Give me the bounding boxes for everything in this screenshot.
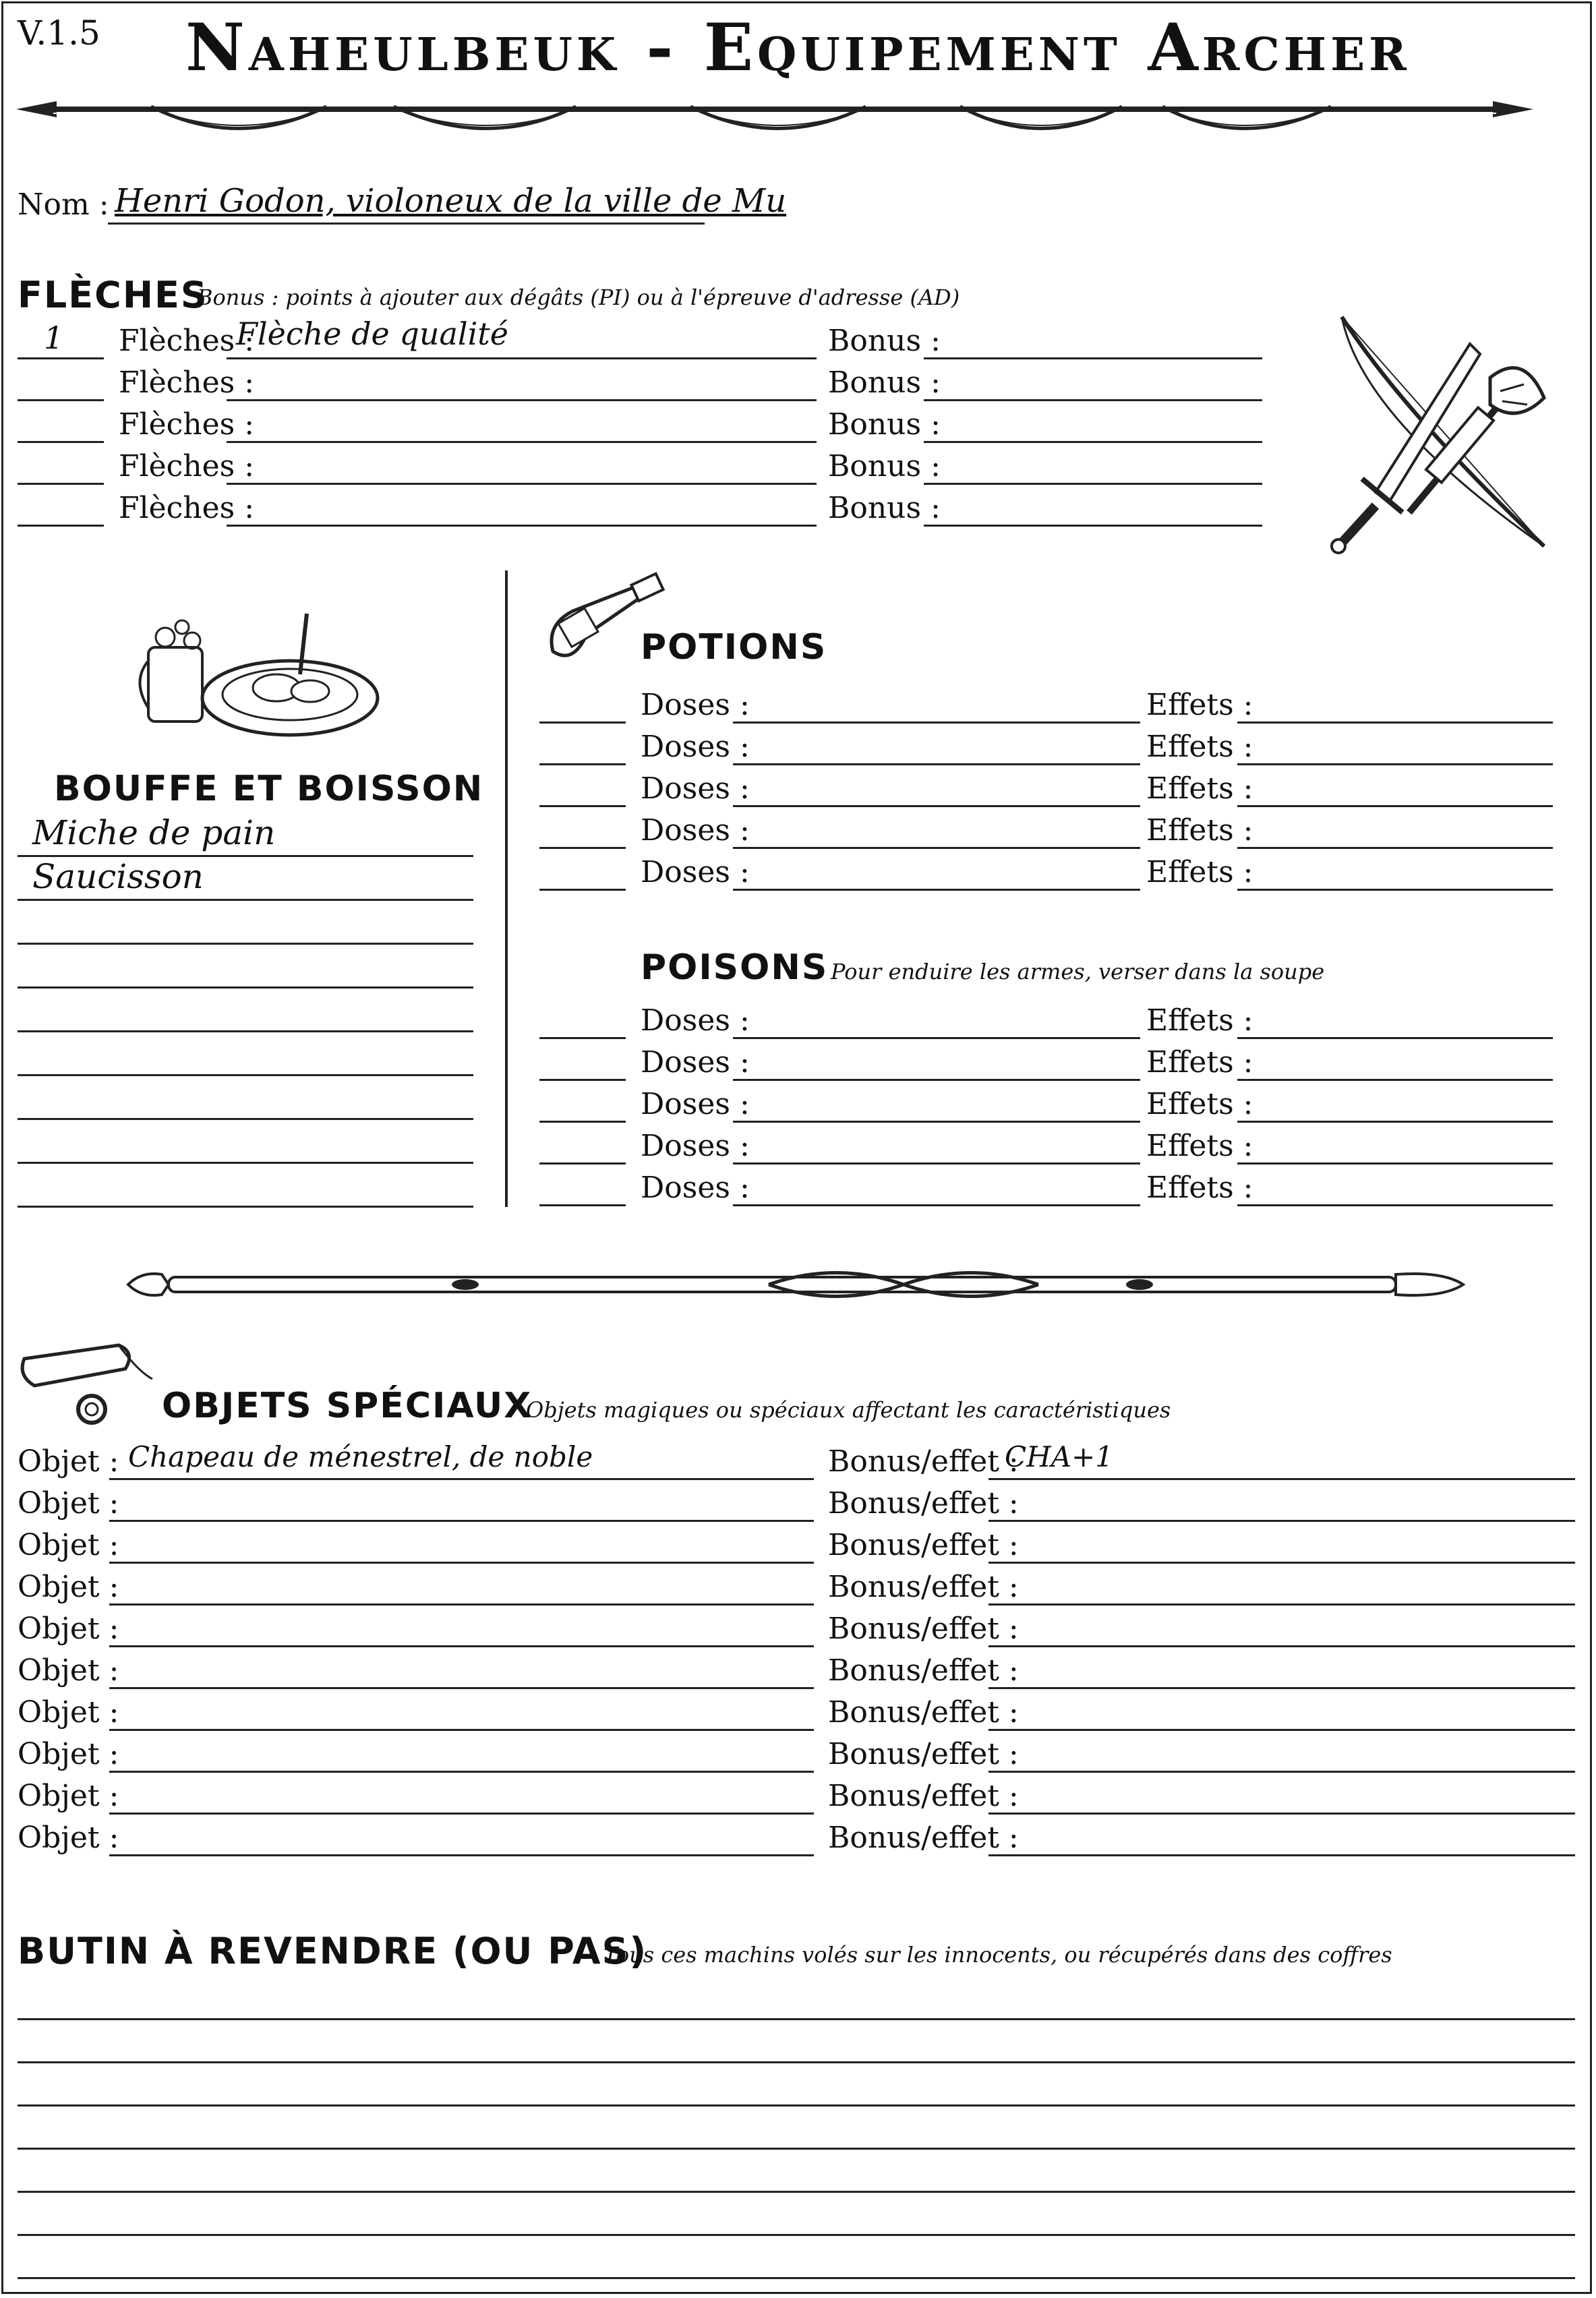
fleches-qty-line[interactable]: [18, 399, 104, 401]
fleches-qty-line[interactable]: [18, 357, 104, 359]
poisons-effets-label: Effets :: [1146, 1087, 1253, 1121]
objets-heading: OBJETS SPÉCIAUX: [162, 1386, 533, 1426]
objet-bonus-label: Bonus/effet :: [828, 1486, 1019, 1521]
bouffe-line[interactable]: [18, 1074, 473, 1076]
objet-name-line[interactable]: [109, 1645, 814, 1647]
objet-name-line[interactable]: [109, 1687, 814, 1689]
potions-doses-line[interactable]: [733, 847, 1140, 849]
objet-bonus-line[interactable]: [988, 1520, 1575, 1522]
spear-divider-icon: [16, 86, 1533, 147]
potions-effets-line[interactable]: [1237, 805, 1553, 807]
fleches-qty-line[interactable]: [18, 483, 104, 485]
poisons-qty-line[interactable]: [539, 1121, 626, 1123]
poisons-doses-label: Doses :: [641, 1171, 750, 1205]
objet-bonus-label: Bonus/effet :: [828, 1821, 1019, 1855]
objet-name-line[interactable]: [109, 1813, 814, 1815]
column-separator: [505, 570, 508, 1207]
objet-bonus-label: Bonus/effet :: [828, 1653, 1019, 1688]
poisons-doses-label: Doses :: [641, 1129, 750, 1163]
poisons-effets-label: Effets :: [1146, 1129, 1253, 1163]
objet-bonus-line[interactable]: [988, 1645, 1575, 1647]
fleches-bonus-line[interactable]: [924, 483, 1262, 485]
objet-row-label: Objet :: [18, 1528, 119, 1562]
fleches-qty-line[interactable]: [18, 441, 104, 443]
objet-bonus-label: Bonus/effet :: [828, 1528, 1019, 1562]
potions-doses-line[interactable]: [733, 889, 1140, 891]
objet-name-line[interactable]: [109, 1771, 814, 1773]
potions-effets-line[interactable]: [1237, 847, 1553, 849]
staff-divider-icon: [128, 1261, 1463, 1308]
potions-doses-label: Doses :: [641, 813, 750, 848]
potions-effets-label: Effets :: [1146, 730, 1253, 764]
poisons-effets-line[interactable]: [1237, 1079, 1553, 1081]
objet-name-line[interactable]: [109, 1562, 814, 1564]
page-title: Naheulbeuk - Equipement Archer: [185, 9, 1411, 86]
bouffe-line[interactable]: [18, 943, 473, 945]
bouffe-line[interactable]: [18, 1030, 473, 1032]
bouffe-line[interactable]: [18, 986, 473, 989]
potions-effets-label: Effets :: [1146, 771, 1253, 806]
fleches-row-label: Flèches :: [119, 491, 255, 525]
fleches-row-label: Flèches :: [119, 449, 255, 483]
fleches-bonus-label: Bonus :: [828, 324, 941, 358]
potions-effets-label: Effets :: [1146, 813, 1253, 848]
nom-label: Nom :: [18, 187, 109, 222]
objets-subtitle: Objets magiques ou spéciaux affectant les caractéristiques: [526, 1397, 1171, 1423]
objet-bonus-label: Bonus/effet :: [828, 1444, 1019, 1479]
poisons-effets-line[interactable]: [1237, 1162, 1553, 1165]
poisons-doses-line[interactable]: [733, 1079, 1140, 1081]
objet-row-label: Objet :: [18, 1612, 119, 1646]
fleches-name-line[interactable]: [227, 357, 817, 359]
poisons-effets-label: Effets :: [1146, 1171, 1253, 1205]
poisons-doses-label: Doses :: [641, 1045, 750, 1080]
potions-effets-label: Effets :: [1146, 688, 1253, 722]
butin-line[interactable]: [18, 2148, 1575, 2150]
crossed-weapons-icon: [1322, 310, 1564, 553]
fleches-bonus-line[interactable]: [924, 399, 1262, 401]
potions-qty-line[interactable]: [539, 889, 626, 891]
nom-line[interactable]: [108, 223, 705, 225]
poisons-doses-line[interactable]: [733, 1204, 1140, 1206]
objet-bonus-line[interactable]: [988, 1478, 1575, 1480]
objet-bonus-line[interactable]: [988, 1854, 1575, 1856]
poisons-doses-label: Doses :: [641, 1087, 750, 1121]
fleches-bonus-line[interactable]: [924, 357, 1262, 359]
potions-qty-line[interactable]: [539, 805, 626, 807]
fleches-heading: FLÈCHES: [18, 274, 208, 316]
bouffe-line[interactable]: [18, 1162, 473, 1164]
objet-bonus-line[interactable]: [988, 1729, 1575, 1731]
objet-row-label: Objet :: [18, 1779, 119, 1813]
potions-doses-label: Doses :: [641, 730, 750, 764]
potions-doses-label: Doses :: [641, 771, 750, 806]
fleches-name-value[interactable]: Flèche de qualité: [236, 316, 509, 352]
fleches-bonus-label: Bonus :: [828, 407, 941, 442]
fleches-bonus-label: Bonus :: [828, 449, 941, 483]
objet-bonus-label: Bonus/effet :: [828, 1695, 1019, 1730]
potions-qty-line[interactable]: [539, 847, 626, 849]
poisons-doses-line[interactable]: [733, 1037, 1140, 1039]
objet-bonus-line[interactable]: [988, 1562, 1575, 1564]
objet-row-label: Objet :: [18, 1821, 119, 1855]
bouffe-heading: BOUFFE ET BOISSON: [54, 769, 484, 809]
bouffe-item-value[interactable]: Miche de pain: [32, 813, 276, 852]
fleches-name-line[interactable]: [227, 483, 817, 485]
scroll-ring-icon: [18, 1338, 152, 1433]
poisons-qty-line[interactable]: [539, 1079, 626, 1081]
objet-row-label: Objet :: [18, 1737, 119, 1771]
objet-name-line[interactable]: [109, 1854, 814, 1856]
objet-bonus-label: Bonus/effet :: [828, 1612, 1019, 1646]
butin-subtitle: Tous ces machins volés sur les innocents, ou récupérés dans des coffres: [603, 1942, 1392, 1968]
fleches-bonus-label: Bonus :: [828, 491, 941, 525]
poisons-doses-line[interactable]: [733, 1121, 1140, 1123]
bouffe-line[interactable]: [18, 1118, 473, 1120]
fleches-bonus-line[interactable]: [924, 525, 1262, 527]
potions-effets-line[interactable]: [1237, 889, 1553, 891]
butin-line[interactable]: [18, 2061, 1575, 2063]
objet-bonus-line[interactable]: [988, 1603, 1575, 1605]
poisons-effets-line[interactable]: [1237, 1037, 1553, 1039]
butin-line[interactable]: [18, 2234, 1575, 2236]
objet-name-line[interactable]: [109, 1478, 814, 1480]
bouffe-item-value[interactable]: Saucisson: [32, 857, 204, 896]
poisons-effets-line[interactable]: [1237, 1121, 1553, 1123]
objet-bonus-label: Bonus/effet :: [828, 1779, 1019, 1813]
objet-bonus-line[interactable]: [988, 1687, 1575, 1689]
potions-effets-line[interactable]: [1237, 763, 1553, 765]
butin-line[interactable]: [18, 2104, 1575, 2106]
butin-line[interactable]: [18, 2277, 1575, 2279]
potions-doses-label: Doses :: [641, 688, 750, 722]
fleches-row-label: Flèches :: [119, 365, 255, 400]
bouffe-line[interactable]: [18, 899, 473, 901]
poisons-doses-line[interactable]: [733, 1162, 1140, 1165]
objet-bonus-label: Bonus/effet :: [828, 1570, 1019, 1604]
fleches-subtitle: Bonus : points à ajouter aux dégâts (PI) ou à l'épreuve d'adresse (AD): [197, 285, 960, 310]
potions-doses-label: Doses :: [641, 855, 750, 889]
fleches-name-line[interactable]: [227, 441, 817, 443]
poisons-effets-label: Effets :: [1146, 1003, 1253, 1038]
fleches-row-label: Flèches :: [119, 407, 255, 442]
potions-qty-line[interactable]: [539, 763, 626, 765]
poisons-qty-line[interactable]: [539, 1162, 626, 1165]
fleches-bonus-label: Bonus :: [828, 365, 941, 400]
version-label: V.1.5: [18, 13, 100, 53]
bouffe-line[interactable]: [18, 1206, 473, 1208]
poisons-subtitle: Pour enduire les armes, verser dans la soupe: [831, 959, 1325, 984]
objet-name-line[interactable]: [109, 1520, 814, 1522]
objet-bonus-label: Bonus/effet :: [828, 1737, 1019, 1771]
objet-name-value[interactable]: Chapeau de ménestrel, de noble: [128, 1440, 593, 1473]
fleches-qty-line[interactable]: [18, 525, 104, 527]
poisons-effets-line[interactable]: [1237, 1204, 1553, 1206]
poisons-doses-label: Doses :: [641, 1003, 750, 1038]
objet-name-line[interactable]: [109, 1729, 814, 1731]
potions-heading: POTIONS: [641, 627, 827, 668]
objet-row-label: Objet :: [18, 1444, 119, 1479]
objet-bonus-line[interactable]: [988, 1771, 1575, 1773]
butin-heading: BUTIN À REVENDRE (OU PAS): [18, 1930, 648, 1972]
objet-row-label: Objet :: [18, 1486, 119, 1521]
butin-line[interactable]: [18, 2018, 1575, 2020]
poisons-qty-line[interactable]: [539, 1037, 626, 1039]
fleches-name-line[interactable]: [227, 399, 817, 401]
poisons-heading: POISONS: [641, 947, 829, 988]
butin-line[interactable]: [18, 2191, 1575, 2193]
food-plate-icon: [135, 607, 378, 742]
poisons-qty-line[interactable]: [539, 1204, 626, 1206]
objet-row-label: Objet :: [18, 1570, 119, 1604]
objet-name-line[interactable]: [109, 1603, 814, 1605]
objet-row-label: Objet :: [18, 1653, 119, 1688]
nom-value[interactable]: Henri Godon, violoneux de la ville de Mu: [115, 182, 787, 220]
fleches-name-line[interactable]: [227, 525, 817, 527]
potions-doses-line[interactable]: [733, 805, 1140, 807]
potions-effets-label: Effets :: [1146, 855, 1253, 889]
poisons-effets-label: Effets :: [1146, 1045, 1253, 1080]
fleches-qty-value[interactable]: 1: [44, 320, 64, 356]
fleches-row-label: Flèches :: [119, 324, 255, 358]
potions-qty-line[interactable]: [539, 721, 626, 724]
objet-bonus-value[interactable]: CHA+1: [1005, 1440, 1114, 1473]
objet-row-label: Objet :: [18, 1695, 119, 1730]
potions-effets-line[interactable]: [1237, 721, 1553, 724]
potions-doses-line[interactable]: [733, 721, 1140, 724]
potions-doses-line[interactable]: [733, 763, 1140, 765]
fleches-bonus-line[interactable]: [924, 441, 1262, 443]
objet-bonus-line[interactable]: [988, 1813, 1575, 1815]
